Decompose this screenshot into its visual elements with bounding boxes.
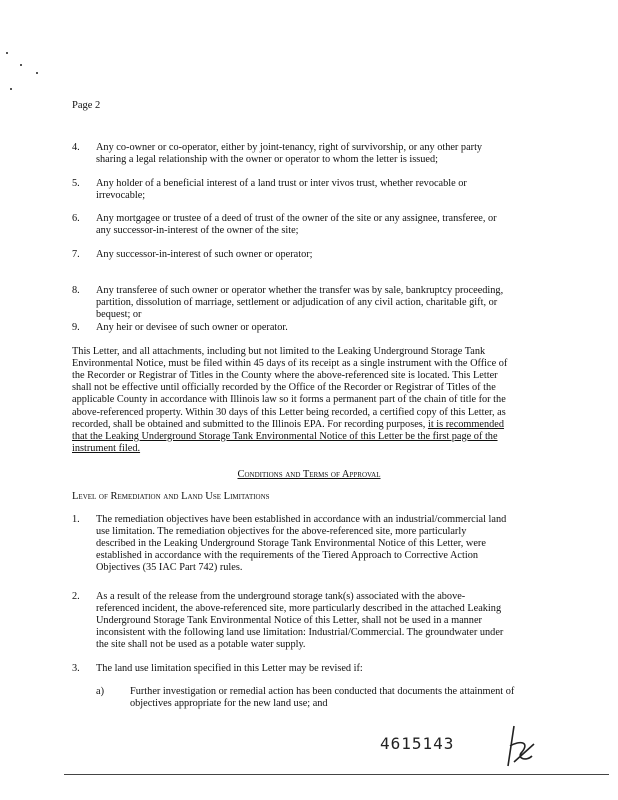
- item-text-line: described in the Leaking Underground Storage Tank Environmental Notice of this Letter, were: [96, 538, 486, 549]
- item-text-line: Any mortgagee or trustee of a deed of trust of the owner of the site or any assignee, transferee, or: [96, 213, 497, 224]
- item-number: 5.: [72, 178, 80, 189]
- item-text-line: use limitation. The remediation objectives for the above-referenced site, more particularly: [96, 526, 467, 537]
- underlined-text: instrument filed.: [72, 442, 141, 454]
- item-text-line: Underground Storage Tank Environmental Notice of this Letter, shall not be used in a manner: [96, 615, 482, 626]
- item-text-line: any successor-in-interest of the owner of the site;: [96, 225, 299, 236]
- item-number: 6.: [72, 213, 80, 224]
- paragraph-line: [72, 443, 140, 455]
- item-number: 1.: [72, 514, 80, 525]
- scan-speck: [20, 64, 22, 66]
- scan-speck: [36, 72, 38, 74]
- paragraph-line: [72, 419, 504, 431]
- initials-signature: [500, 722, 540, 772]
- item-text-line: Any heir or devisee of such owner or operator.: [96, 322, 288, 333]
- text-segment: shall not be effective until officially recorded by the Office of the Recorder or Registrar of Titles of the: [72, 382, 496, 394]
- underlined-text: that the Leaking Underground Storage Tank Environmental Notice of this Letter be the first page of the: [72, 430, 498, 442]
- item-text-line: sharing a legal relationship with the owner or operator to whom the letter is issued;: [96, 154, 438, 165]
- paragraph-line: [72, 394, 506, 406]
- item-text-line: Any transferee of such owner or operator whether the transfer was by sale, bankruptcy proceeding,: [96, 285, 504, 296]
- section-heading: Conditions and Terms of Approval: [237, 469, 381, 480]
- item-text-line: Further investigation or remedial action has been conducted that documents the attainment of: [130, 686, 515, 697]
- text-segment: Environmental Notice, must be filed within 45 days of its receipt as a single instrument with the Office of: [72, 358, 508, 370]
- paragraph-line: [72, 382, 496, 394]
- paragraph-line: [72, 431, 498, 443]
- scan-speck: [10, 88, 12, 90]
- paragraph-line: [72, 407, 506, 419]
- text-segment: recorded, shall be obtained and submitted to the Illinois EPA. For recording purposes,: [72, 418, 428, 430]
- item-number: 4.: [72, 142, 80, 153]
- item-text-line: established in accordance with the requirements of the Tiered Approach to Corrective Action: [96, 550, 479, 561]
- scan-speck: [6, 52, 8, 54]
- item-text-line: Any holder of a beneficial interest of a land trust or inter vivos trust, whether revocable or: [96, 178, 467, 189]
- subsection-heading: Level of Remediation and Land Use Limitations: [72, 491, 270, 502]
- item-text-line: Objectives (35 IAC Part 742) rules.: [96, 562, 243, 573]
- item-number: 3.: [72, 663, 80, 674]
- item-text-line: Any successor-in-interest of such owner or operator;: [96, 249, 313, 260]
- item-number: 9.: [72, 322, 80, 333]
- footer-divider: [64, 774, 609, 775]
- item-number: a): [96, 686, 104, 697]
- paragraph-line: [72, 358, 507, 370]
- item-text-line: inconsistent with the following land use limitation: Industrial/Commercial. The groundwater under: [96, 627, 504, 638]
- item-text-line: bequest; or: [96, 309, 142, 320]
- item-number: 7.: [72, 249, 80, 260]
- page-number: Page 2: [72, 100, 101, 111]
- item-text-line: Any co-owner or co-operator, either by joint-tenancy, right of survivorship, or any other party: [96, 142, 483, 153]
- item-number: 2.: [72, 591, 80, 602]
- item-text-line: As a result of the release from the underground storage tank(s) associated with the above-: [96, 591, 466, 602]
- item-text-line: the site shall not be used as a potable water supply.: [96, 639, 306, 650]
- text-segment: the Recorder or Registrar of Titles in the County where the above-referenced site is located. This Letter: [72, 370, 498, 382]
- paragraph-line: [72, 346, 485, 358]
- document-stamp-number: 4615143: [380, 734, 455, 753]
- item-text-line: objectives appropriate for the new land use; and: [130, 698, 328, 709]
- paragraph-line: [72, 370, 498, 382]
- item-number: 8.: [72, 285, 80, 296]
- item-text-line: referenced incident, the above-referenced site, more particularly described in the attached Leaking: [96, 603, 502, 614]
- item-text-line: irrevocable;: [96, 190, 146, 201]
- item-text-line: The remediation objectives have been established in accordance with an industrial/commercial land: [96, 514, 507, 525]
- item-text-line: The land use limitation specified in this Letter may be revised if:: [96, 663, 363, 674]
- text-segment: above-referenced property. Within 30 days of this Letter being recorded, a certified copy of this Letter, as: [72, 406, 506, 418]
- text-segment: This Letter, and all attachments, including but not limited to the Leaking Underground Storage Tank: [72, 346, 486, 357]
- text-segment: applicable County in accordance with Illinois law so it forms a permanent part of the chain of title for the: [72, 394, 506, 406]
- item-text-line: partition, dissolution of marriage, settlement or adjudication of any civil action, charitable gift, or: [96, 297, 498, 308]
- underlined-text: it is recommended: [427, 418, 505, 430]
